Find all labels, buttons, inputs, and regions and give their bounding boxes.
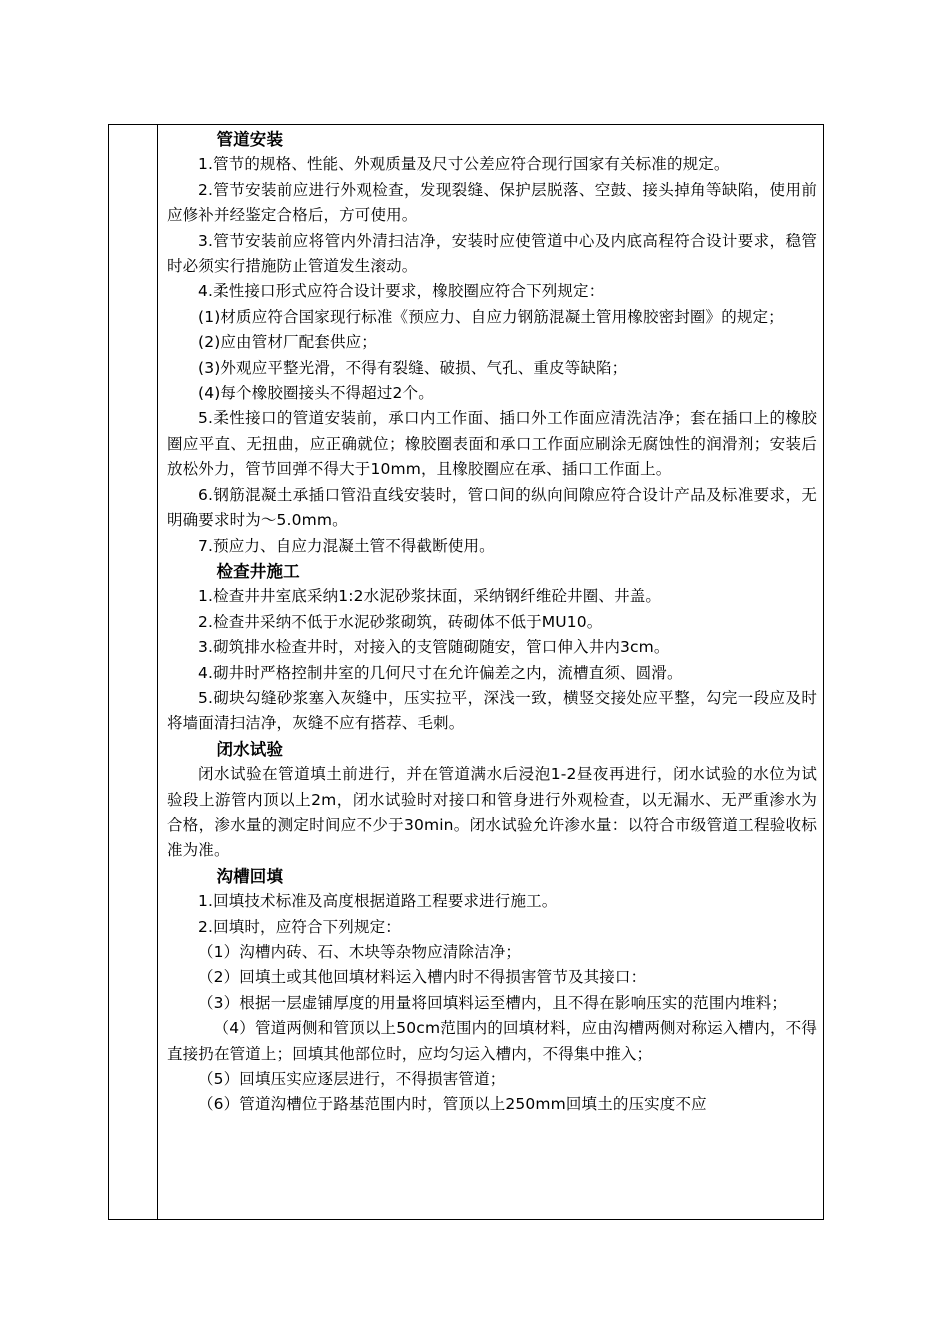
paragraph: 4.砌井时严格控制井室的几何尺寸在允许偏差之内，流槽直须、圆滑。 [198, 663, 683, 682]
paragraph: 6.钢筋混凝土承插口管沿直线安装时，管口间的纵向间隙应符合设计产品及标准要求，无明确要求时为～5.0mm。 [167, 485, 817, 530]
list-item: （6）管道沟槽位于路基范围内时，管顶以上250mm回填土的压实度不应 [198, 1095, 707, 1114]
paragraph: 1.管节的规格、性能、外观质量及尺寸公差应符合现行国家有关标准的规定。 [198, 155, 730, 174]
list-item: (3)外观应平整光滑，不得有裂缝、破损、气孔、重皮等缺陷； [198, 358, 628, 377]
paragraph: 5.砌块勾缝砂浆塞入灰缝中，压实拉平，深浅一致，横竖交接处应平整，勾完一段应及时将墙面清扫洁净，灰缝不应有搭荐、毛刺。 [167, 688, 817, 733]
paragraph: 2.回填时，应符合下列规定： [198, 917, 401, 936]
content-table [108, 124, 824, 1220]
content-cell [167, 127, 817, 1118]
paragraph: 1.回填技术标准及高度根据道路工程要求进行施工。 [198, 892, 558, 911]
paragraph: 闭水试验在管道填土前进行，并在管道满水后浸泡1-2昼夜再进行，闭水试验的水位为试验段上游管内顶以上2m，闭水试验时对接口和管身进行外观检查，以无漏水、无严重渗水为合格，渗水量的测定时间应不少于30min。闭水试验允许渗水量：以符合市级管道工程验收标准为准。 [167, 765, 817, 860]
paragraph: 4.柔性接口形式应符合设计要求，橡胶圈应符合下列规定： [198, 282, 605, 301]
section-heading-backfill: 沟槽回填 [216, 866, 284, 886]
list-item: （3）根据一层虚铺厚度的用量将回填料运至槽内，且不得在影响压实的范围内堆料； [198, 993, 788, 1012]
paragraph: 2.管节安装前应进行外观检查，发现裂缝、保护层脱落、空鼓、接头掉角等缺陷，使用前应修补并经鉴定合格后，方可使用。 [167, 180, 817, 225]
section-heading-pipe-install: 管道安装 [216, 130, 284, 149]
paragraph: 7.预应力、自应力混凝土管不得截断使用。 [198, 536, 495, 555]
list-item: （2）回填土或其他回填材料运入槽内时不得损害管节及其接口： [198, 968, 647, 987]
paragraph: 2.检查井采纳不低于水泥砂浆砌筑，砖砌体不低于MU10。 [198, 612, 603, 631]
list-item: (1)材质应符合国家现行标准《预应力、自应力钢筋混凝土管用橡胶密封圈》的规定； [198, 307, 784, 326]
list-item: （4）管道两侧和管顶以上50cm范围内的回填材料，应由沟槽两侧对称运入槽内，不得直接扔在管道上；回填其他部位时，应均匀运入槽内，不得集中推入； [167, 1019, 817, 1063]
list-item: （1）沟槽内砖、石、木块等杂物应清除洁净； [198, 943, 522, 961]
paragraph: 5.柔性接口的管道安装前，承口内工作面、插口外工作面应清洗洁净；套在插口上的橡胶圈应平直、无扭曲，应正确就位；橡胶圈表面和承口工作面应刷涂无腐蚀性的润滑剂；安装后放松外力，管节回弹不得大于10mm，且橡胶圈应在承、插口工作面上。 [167, 409, 817, 479]
list-item: （5）回填压实应逐层进行，不得损害管道； [198, 1070, 506, 1089]
section-heading-manhole: 检查井施工 [216, 561, 300, 581]
paragraph: 3.管节安装前应将管内外清扫洁净，安装时应使管道中心及内底高程符合设计要求，稳管时必须实行措施防止管道发生滚动。 [167, 231, 817, 276]
section-heading-water-test: 闭水试验 [216, 739, 284, 759]
column-divider [157, 125, 158, 1219]
list-item: (4)每个橡胶圈接头不得超过2个。 [198, 384, 434, 403]
list-item: (2)应由管材厂配套供应； [198, 333, 377, 352]
paragraph: 3.砌筑排水检查井时，对接入的支管随砌随安，管口伸入井内3cm。 [198, 638, 670, 657]
paragraph: 1.检查井井室底采纳1:2水泥砂浆抹面，采纳钢纤维砼井圈、井盖。 [198, 587, 662, 606]
